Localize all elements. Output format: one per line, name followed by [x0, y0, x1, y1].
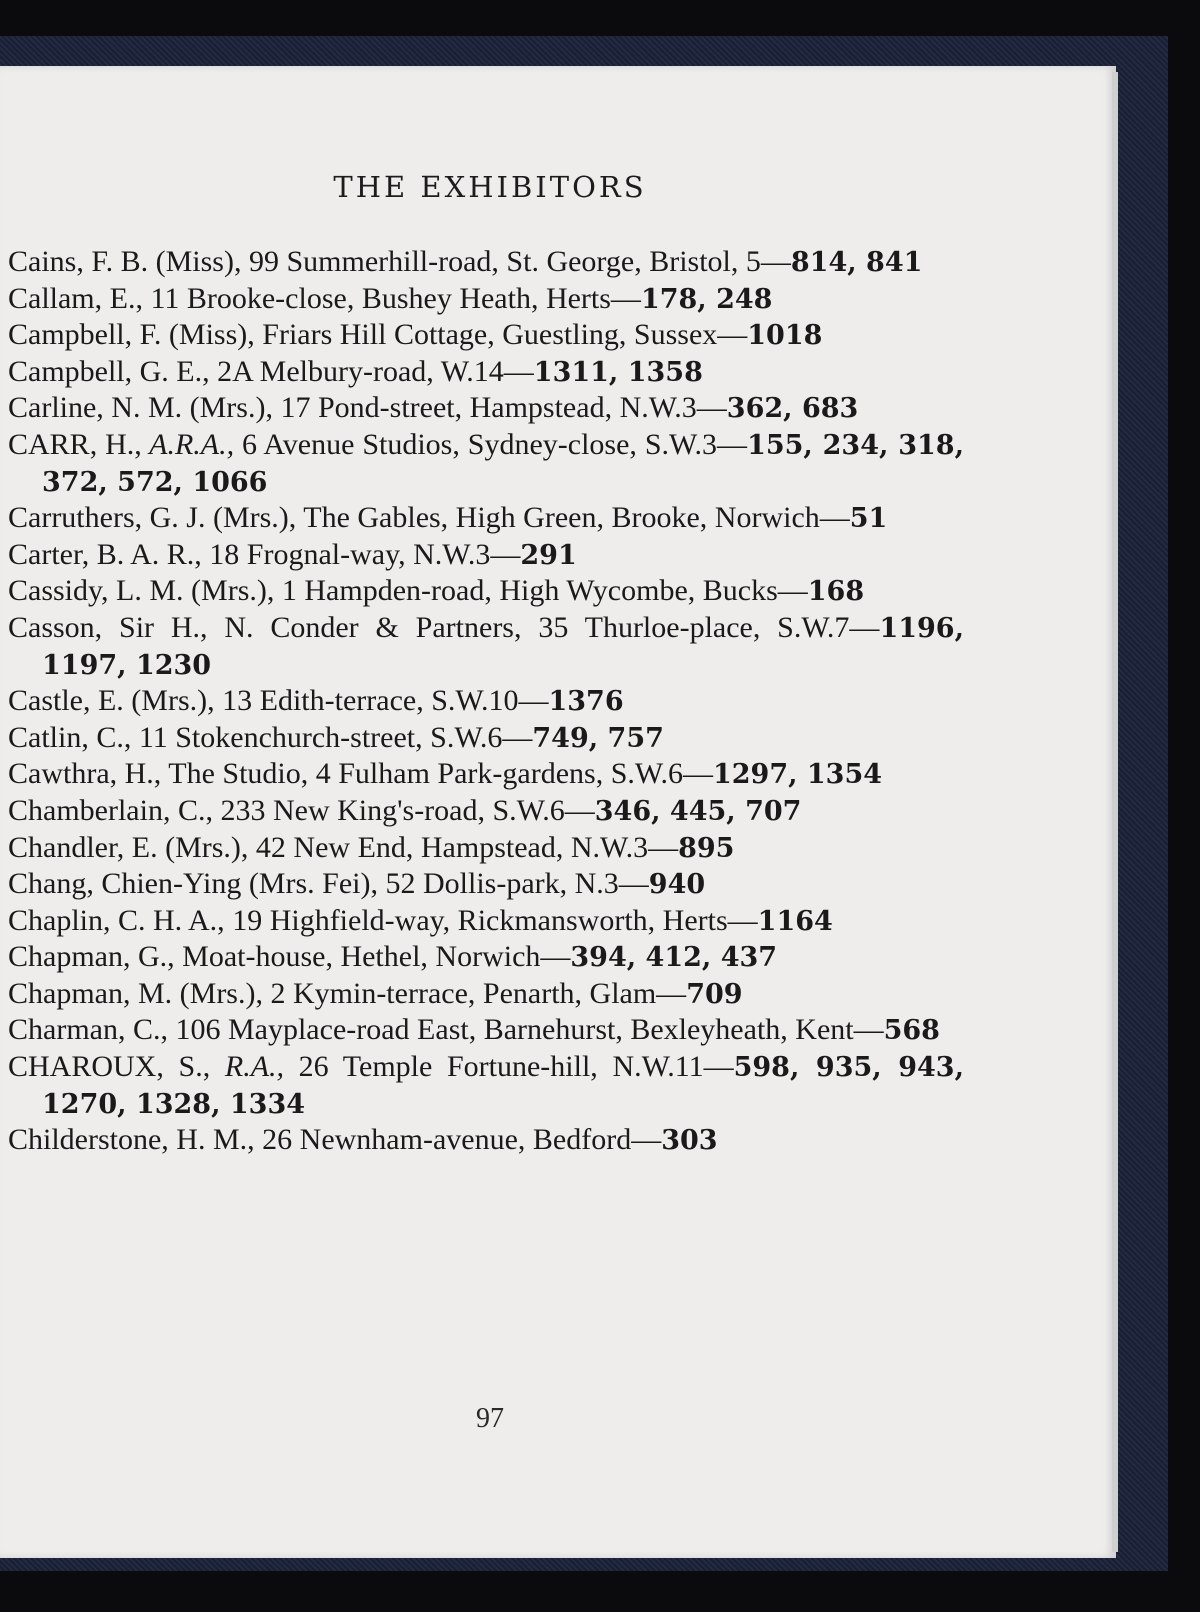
exhibit-numbers: 895 [678, 832, 735, 864]
exhibitor-name: Carruthers, G. J. (Mrs.), [8, 501, 297, 535]
exhibit-numbers: 598, 935, 943, 1270, 1328, 1334 [42, 1052, 964, 1120]
exhibit-numbers: 394, 412, 437 [570, 942, 778, 974]
exhibitor-entry [8, 390, 964, 427]
exhibitor-title: A.R.A., [141, 427, 235, 461]
exhibitor-address: 233 New King's-road, S.W.6— [212, 793, 595, 827]
exhibit-numbers: 346, 445, 707 [594, 795, 802, 827]
exhibitor-address: 2A Melbury-road, W.14— [209, 354, 534, 388]
exhibitor-address: 106 Mayplace-road East, Barnehurst, Bexleyheath, Kent— [167, 1013, 884, 1047]
page-edge [1112, 72, 1118, 1552]
exhibitor-entry [8, 903, 964, 940]
exhibitor-address: Moat-house, Hethel, Norwich— [174, 940, 571, 974]
exhibitor-name: Chang, Chien-Ying (Mrs. Fei), [8, 867, 378, 901]
exhibitor-entry [8, 1012, 964, 1049]
exhibitor-name: Casson, Sir H., N. Conder & Partners, [8, 610, 522, 644]
exhibitor-name: Cassidy, L. M. (Mrs.), [8, 574, 275, 608]
exhibitor-address: 17 Pond-street, Hampstead, N.W.3— [272, 391, 727, 425]
exhibitor-name: Callam, E., [8, 281, 143, 315]
exhibit-numbers: 1018 [747, 320, 823, 352]
exhibit-numbers: 168 [807, 576, 865, 608]
running-head: THE EXHIBITORS [333, 170, 647, 204]
exhibitor-entry [8, 976, 964, 1013]
exhibitor-address: 11 Brooke-close, Bushey Heath, Herts— [142, 281, 641, 315]
exhibit-numbers: 1196, 1197, 1230 [42, 612, 964, 681]
exhibitor-name: Chandler, E. (Mrs.), [8, 830, 249, 864]
exhibitor-entry [8, 427, 964, 500]
exhibitor-name: Campbell, G. E., [8, 354, 210, 388]
exhibitor-name: Charman, C., [8, 1013, 168, 1047]
exhibitor-name: Carter, B. A. R., [8, 537, 202, 571]
exhibit-numbers: 51 [849, 503, 888, 535]
exhibitor-address: Friars Hill Cottage, Guestling, Sussex— [254, 318, 748, 352]
exhibitor-name: Chamberlain, C., [8, 793, 213, 827]
exhibit-numbers: 1376 [548, 686, 624, 718]
exhibitor-entry [8, 866, 964, 903]
exhibitor-address: 42 New End, Hampstead, N.W.3— [248, 830, 679, 864]
exhibitor-entry [8, 1049, 964, 1122]
exhibit-numbers: 1311, 1358 [533, 356, 703, 388]
exhibit-numbers: 940 [648, 869, 706, 901]
exhibit-numbers: 1297, 1354 [712, 759, 883, 791]
exhibit-numbers: 1164 [757, 905, 833, 937]
exhibitor-entry [8, 317, 964, 354]
exhibit-numbers: 362, 683 [726, 393, 859, 425]
exhibitor-address: The Gables, High Green, Brooke, Norwich— [296, 501, 850, 535]
exhibitor-name: Castle, E. (Mrs.), [8, 684, 215, 718]
exhibitor-address: 2 Kymin-terrace, Penarth, Glam— [262, 976, 687, 1010]
exhibitor-entry [8, 756, 964, 793]
exhibitor-address: 13 Edith-terrace, S.W.10— [214, 684, 549, 718]
exhibitor-address: 1 Hampden-road, High Wycombe, Bucks— [274, 574, 808, 608]
exhibitor-entry [8, 793, 964, 830]
exhibitor-name: Chapman, M. (Mrs.), [8, 976, 263, 1010]
exhibitor-address: The Studio, 4 Fulham Park-gardens, S.W.6— [161, 757, 713, 791]
exhibitor-name: CARR, H., [8, 427, 142, 461]
exhibitor-name: Carline, N. M. (Mrs.), [8, 391, 273, 425]
exhibitor-entry [8, 830, 964, 867]
exhibitor-entry [8, 244, 964, 281]
page-number: 97 [476, 1403, 504, 1434]
exhibitor-entry [8, 683, 964, 720]
exhibitor-name: Catlin, C., [8, 720, 132, 754]
exhibitor-name: Chapman, G., [8, 940, 175, 974]
exhibit-numbers: 291 [520, 539, 577, 571]
exhibitor-address: 52 Dollis-park, N.3— [377, 867, 649, 901]
exhibit-numbers: 709 [686, 978, 743, 1010]
exhibitor-name: CHAROUX, S., [8, 1050, 211, 1084]
exhibitor-entry [8, 354, 964, 391]
exhibit-numbers: 178, 248 [640, 283, 773, 315]
exhibitor-entry [8, 939, 964, 976]
exhibitor-address: 6 Avenue Studios, Sydney-close, S.W.3— [234, 427, 748, 461]
exhibit-numbers: 749, 757 [532, 722, 664, 754]
exhibitor-entry [8, 610, 964, 683]
exhibit-numbers: 303 [661, 1125, 718, 1157]
exhibitor-entry [8, 573, 964, 610]
exhibitor-address: 26 Newnham-avenue, Bedford— [254, 1123, 662, 1157]
exhibitor-address: 99 Summerhill-road, St. George, Bristol, 5— [241, 245, 791, 278]
exhibit-numbers: 568 [883, 1015, 940, 1047]
exhibit-numbers: 814, 841 [790, 247, 923, 278]
exhibitor-address: 35 Thurloe-place, S.W.7— [521, 610, 880, 644]
exhibitor-entry [8, 500, 964, 537]
exhibitor-name: Chaplin, C. H. A., [8, 903, 225, 937]
exhibitor-entry [8, 720, 964, 757]
exhibitor-title: R.A., [210, 1050, 285, 1084]
exhibitor-list [8, 244, 964, 1159]
exhibit-numbers: 155, 234, 318, 372, 572, 1066 [42, 429, 964, 498]
exhibitor-address: 18 Frognal-way, N.W.3— [201, 537, 521, 571]
exhibitor-entry [8, 281, 964, 318]
exhibitor-name: Childerstone, H. M., [8, 1123, 255, 1157]
exhibitor-address: 19 Highfield-way, Rickmansworth, Herts— [224, 903, 758, 937]
exhibitor-name: Cawthra, H., [8, 757, 162, 791]
exhibitor-address: 11 Stokenchurch-street, S.W.6— [131, 720, 533, 754]
exhibitor-entry [8, 537, 964, 574]
exhibitor-entry [8, 1122, 964, 1159]
exhibitor-name: Campbell, F. (Miss), [8, 318, 255, 352]
exhibitor-address: 26 Temple Fortune-hill, N.W.11— [284, 1050, 734, 1084]
exhibitor-name: Cains, F. B. (Miss), [8, 245, 242, 278]
